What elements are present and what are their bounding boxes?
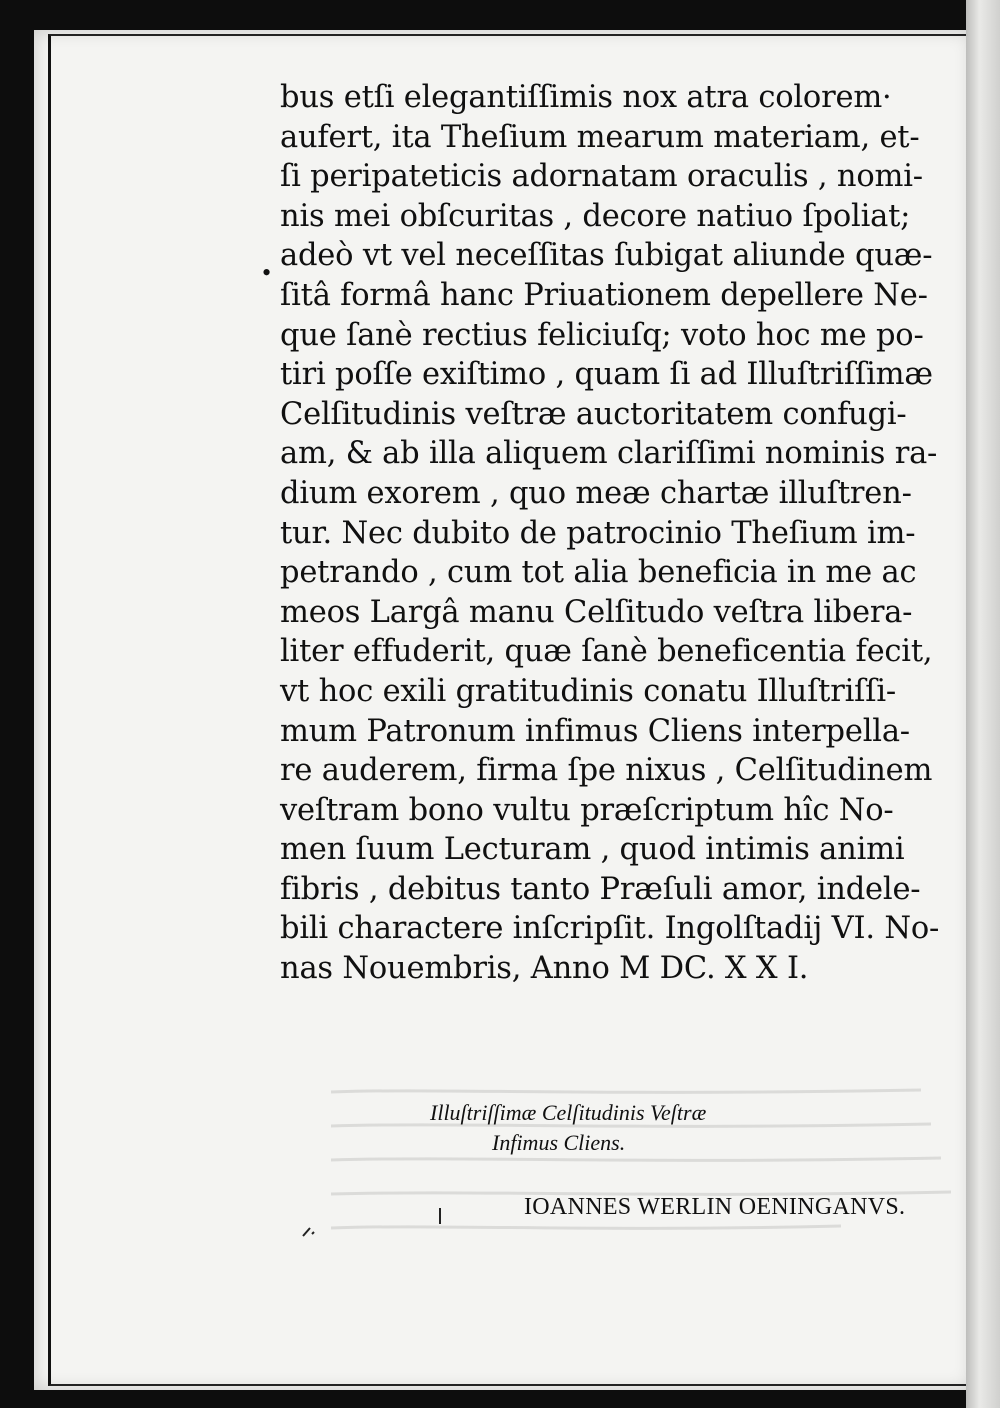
- closing-salutation: [430, 1098, 850, 1158]
- text-line: meos Largâ manu Celſitudo veſtra libera-: [280, 594, 913, 630]
- text-line: que ſanè rectius feliciuſq; voto hoc me po-: [280, 317, 924, 353]
- text-line: ſitâ formâ hanc Priuationem depellere Ne-: [280, 277, 928, 313]
- body-paragraph: [280, 78, 960, 989]
- bleed-through-texture: [300, 1040, 960, 1288]
- text-line: ſi peripateticis adornatam oraculis , nomi-: [280, 159, 923, 195]
- author-signature: IOANNES WERLIN OENINGANVS.: [524, 1194, 906, 1220]
- text-line: bus etſi elegantiſſimis nox atra colorem·: [280, 80, 892, 115]
- text-line: veſtram bono vultu præſcriptum hîc No-: [280, 792, 894, 828]
- text-line: adeò vt vel neceſſitas ſubigat aliunde quæ-: [280, 238, 933, 274]
- margin-mark: •: [262, 258, 272, 287]
- text-line: vt hoc exili gratitudinis conatu Illuſtriſſi-: [280, 673, 896, 709]
- text-line: nis mei obſcuritas , decore natiuo ſpoliat;: [280, 198, 911, 234]
- text-line: aufert, ita Theſium mearum materiam, et-: [280, 119, 920, 155]
- text-line: dium exorem , quo meæ chartæ illuſtren-: [280, 475, 912, 511]
- ink-speck: [436, 1206, 444, 1226]
- text-line: am, & ab illa aliquem clariſſimi nominis ra-: [280, 436, 938, 472]
- ink-speck: [300, 1222, 324, 1242]
- text-line: petrando , cum tot alia beneficia in me ac: [280, 555, 917, 591]
- text-line: men ſuum Lecturam , quod intimis animi: [280, 832, 905, 868]
- text-line: nas Nouembris, Anno M DC. X X I.: [280, 951, 809, 987]
- closing-line: Illuſtriſſimæ Celſitudinis Veſtræ: [430, 1100, 707, 1125]
- text-line: tiri poſſe exiſtimo , quam ſi ad Illuſtriſſimæ: [280, 357, 933, 393]
- page-fold-edge: [966, 0, 1000, 1408]
- text-line: tur. Nec dubito de patrocinio Theſium im-: [280, 515, 916, 551]
- text-line: re auderem, firma ſpe nixus , Celſitudinem: [280, 753, 933, 789]
- text-line: bili charactere inſcripſit. Ingolſtadij VI. No-: [280, 911, 940, 947]
- text-line: liter effuderit, quæ ſanè beneficentia fecit,: [280, 634, 933, 670]
- text-line: fibris , debitus tanto Præſuli amor, indele-: [280, 871, 921, 907]
- text-line: mum Patronum infimus Cliens interpella-: [280, 713, 910, 749]
- text-line: Celſitudinis veſtræ auctoritatem confugi-: [280, 396, 907, 432]
- closing-line: Infimus Cliens.: [492, 1130, 626, 1155]
